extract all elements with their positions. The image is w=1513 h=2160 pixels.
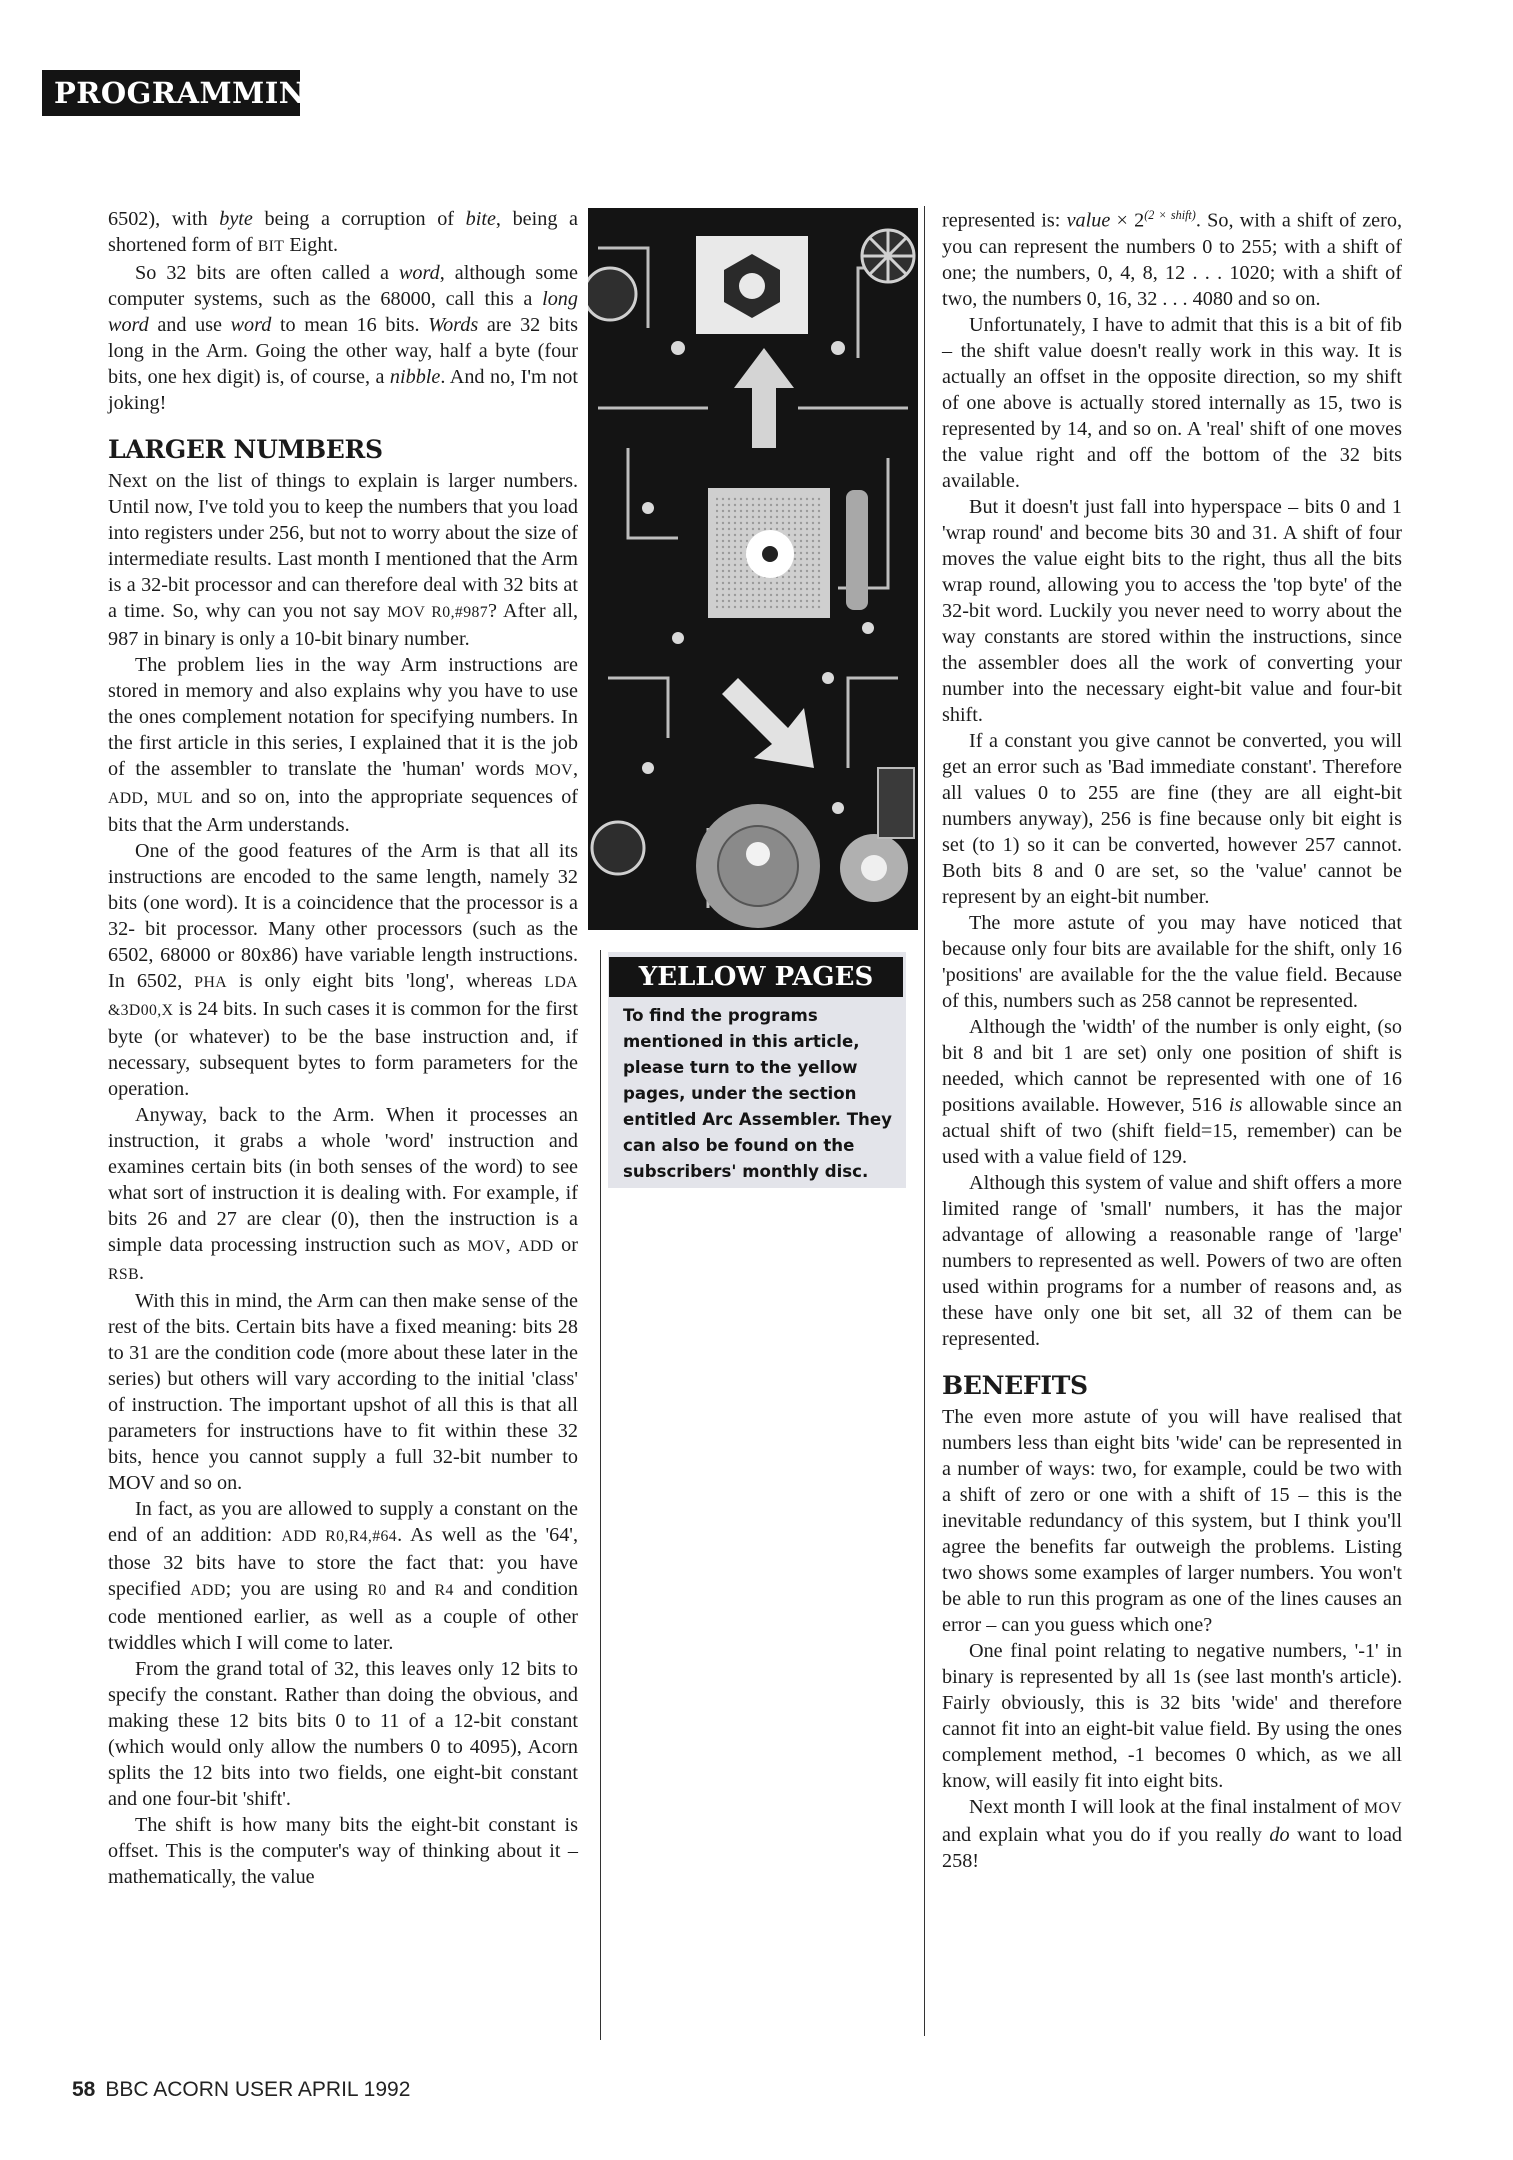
paragraph: 6502), with byte being a corruption of bite, being a shortened form of BIT Eight. [108,208,578,256]
illustration [588,208,918,930]
paragraph: Next month I will look at the final instalment of MOV and explain what you do if you really do want to load 258! [942,1795,1403,1872]
sidebar-text: To find the programs mentioned in this article, please turn to the yellow pages, under the section entitled Arc Assembler. They can also be found on the subscribers' monthly disc. [623,1006,892,1181]
paragraph: The even more astute of you will have realised that numbers less than eight bits 'wide' can be represented in a number of ways: two, for example, could be two with a shift of zero or one with a shift of 15 – this is the inevitable redundancy of this system, but I think you'll agree the benefits far outweigh the problems. Listing two shows some examples of larger numbers. You won't be able to run this program as one of the lines causes an error – can you guess which one? [942,1405,1402,1636]
paragraph: In fact, as you are allowed to supply a constant on the end of an addition: ADD R0,R4,#64. As well as the '64', those 32 bits have to store the fact that: you have specified ADD; you are using R0 and R4 and condition code mentioned earlier, as well as a couple of other twiddles which I will come to later. [108,1498,578,1654]
paragraph: Next on the list of things to explain is larger numbers. Until now, I've told you to keep the numbers that you load into registers under 256, but not to worry about the size of intermediate results. Last month I mentioned that the Arm is a 32-bit processor and can therefore deal with 32 bits at a time. So, why can you not say MOV R0,#987? After all, 987 in binary is only a 10-bit binary number. [108,470,578,650]
paragraph: So 32 bits are often called a word, although some computer systems, such as the 68000, call this a long word and use word to mean 16 bits. Words are 32 bits long in the Arm. Going the other way, half a byte (four bits, one hex digit) is, of course, a nibble. And no, I'm not joking! [108,262,579,414]
circuit-illustration [588,208,918,930]
publication-line: BBC ACORN USER APRIL 1992 [105,2078,411,2101]
paragraph: The shift is how many bits the eight-bit constant is offset. This is the computer's way of thinking about it – mathematically, the value [108,1814,578,1888]
section-heading: BENEFITS [942,1370,1088,1400]
paragraph: But it doesn't just fall into hyperspace – bits 0 and 1 'wrap round' and become bits 30 and 31. A shift of four moves the value eight bits to the right, thus all the bits wrap round, allowing you to access the 'top byte' of the 32-bit word. Luckily you never need to worry about the way constants are stored within the instructions, since the assembler does all the work of converting your number into the necessary eight-bit value and four-bit shift. [942,495,1402,726]
article-column-right [942,202,1402,1874]
page-footer [72,2078,410,2102]
paragraph: From the grand total of 32, this leaves only 12 bits to specify the constant. Rather than doing the obvious, and making these 12 bits bits 0 to 11 of a 12-bit constant (which would only allow the numbers 0 to 4095), Acorn splits the 12 bits into two fields, one eight-bit constant and one four-bit 'shift'. [108,1658,578,1810]
section-heading: LARGER NUMBERS [108,435,383,464]
paragraph: represented is: value × $2^{(2 \times shift)}$. So, with a shift of zero, you can represent the numbers 0 to 255; with a shift of one; the numbers, 0, 4, 8, 12 . . . 1020; with a shift of two, the numbers 0, 16, 32 . . . 4080 and so on. [942,208,1402,310]
paragraph: One final point relating to negative numbers, '-1' in binary is represented by all 1s (see last month's article). Fairly obviously, this is 32 bits 'wide' and therefore cannot fit into an eight-bit value field. By using the ones complement method, -1 becomes 0 which, as we all know, will easily fit into eight bits. [942,1639,1402,1792]
paragraph: Although this system of value and shift offers a more limited range of 'small' numbers, it has the major advantage of allowing a reasonable range of 'large' numbers to represented as well. Powers of two are often used within programs for a number of reasons and, as these have only one bit set, all 32 of them can be represented. [942,1171,1402,1350]
column-rule [924,206,925,2036]
sidebar-title: YELLOW PAGES [609,957,903,997]
paragraph: The problem lies in the way Arm instructions are stored in memory and also explains why you have to use the ones complement notation for specifying numbers. In the first article in this series, I explained that it is the job of the assembler to translate the 'human' words MOV, ADD, MUL and so on, into the appropriate sequences of bits that the Arm understands. [108,654,579,836]
column-rule [600,950,601,2040]
paragraph: Unfortunately, I have to admit that this is a bit of fib – the shift value doesn't really work in this way. It is actually an offset in the opposite direction, so my shift of one above is actually stored internally as 15, two is represented by 14, and so on. A 'real' shift of one moves the value right and off the bottom of the 32 bits available. [942,313,1402,492]
paragraph: One of the good features of the Arm is that all its instructions are encoded to the same length, namely 32 bits (one word). It is a coincidence that the processor is a 32- bit processor. Many other processors (such as the 6502, 68000 or 80x86) have variable length instructions. In 6502, PHA is only eight bits 'long', whereas LDA &3D00,X is 24 bits. In such cases it is common for the first byte (or whatever) to be the base instruction and, if necessary, subsequent bytes to form parameters for the operation. [108,840,578,1100]
article-column-left [108,206,578,1890]
section-tag: PROGRAMMING [42,70,300,116]
paragraph: Although the 'width' of the number is only eight, (so bit 8 and bit 1 are set) only one position of shift is needed, which cannot be represented with one of 16 positions available. However, 516 is allowable since an actual shift of two (shift field=15, remember) can be used with a value field of 129. [942,1015,1402,1168]
paragraph: If a constant you give cannot be converted, you will get an error such as 'Bad immediate constant'. Therefore all values 0 to 255 are fine (they are all eight-bit numbers anyway), 256 is fine because only bit eight is set (to 1) so it can be converted, however 257 cannot. Both bits 8 and 0 are set, so the 'value' cannot be represent by an eight-bit number. [942,729,1402,908]
paragraph: Anyway, back to the Arm. When it processes an instruction, it grabs a whole 'word' instruction and examines certain bits (in both senses of the word) to see what sort of instruction it is dealing with. For example, if bits 26 and 27 are clear (0), then the instruction is a simple data processing instruction such as MOV, ADD or RSB. [108,1104,578,1284]
paragraph: With this in mind, the Arm can then make sense of the rest of the bits. Certain bits have a fixed meaning: bits 28 to 31 are the condition code (more about these later in the series) but others will vary according to the initial 'class' of instruction. The important upshot of all this is that all parameters for instructions have to fit within these 32 bits, hence you cannot supply a full 32-bit number to MOV and so on. [108,1290,578,1494]
page-number: 58 [72,2078,96,2101]
paragraph: The more astute of you may have noticed that because only four bits are available for the shift, only 16 'positions' are available for the the value field. Because of this, numbers such as 258 cannot be represented. [942,911,1402,1012]
